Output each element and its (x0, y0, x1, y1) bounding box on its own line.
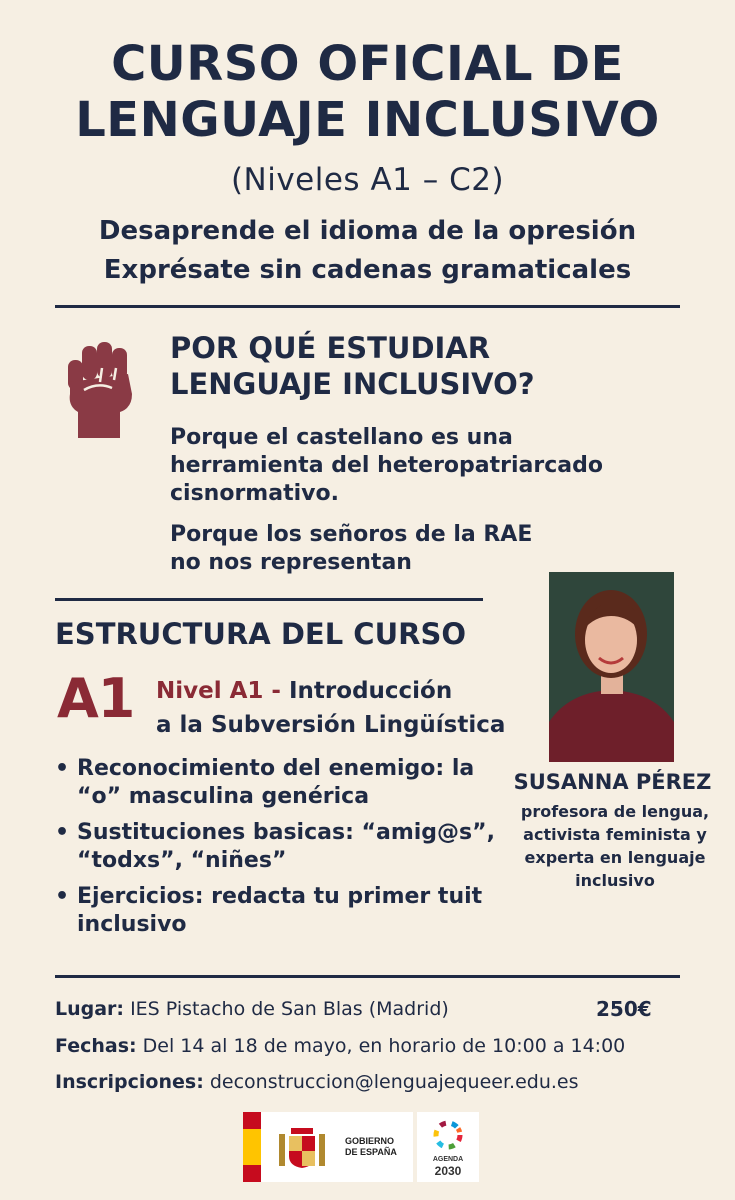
price: 250€ (596, 997, 652, 1021)
signup-label: Inscripciones: (55, 1071, 204, 1093)
dates-value: Del 14 al 18 de mayo, en horario de 10:00 a 14:00 (142, 1035, 626, 1057)
teacher-description (505, 800, 725, 892)
structure-heading: ESTRUCTURA DEL CURSO (55, 617, 466, 651)
gobierno-de-espana-logo (243, 1112, 413, 1182)
agenda-year: 2030 (434, 1164, 462, 1178)
bullet-dot: • (55, 884, 70, 909)
level-title-part-1: Introducción (289, 678, 453, 704)
dates-label: Fechas: (55, 1035, 137, 1057)
bullet-dot: • (55, 756, 70, 781)
why-reason-1: Porque el castellano es una herramienta del heteropatriarcado cisnormativo. (170, 425, 603, 506)
divider-top (55, 305, 680, 308)
teacher-photo (549, 572, 674, 762)
level-title-line-2: a la Subversión Lingüística (156, 712, 506, 738)
level-label: Nivel A1 - (156, 678, 281, 704)
list-item-text: Reconocimiento del enemigo: la “o” masculina genérica (77, 756, 475, 809)
sdg-wheel-icon (433, 1120, 463, 1150)
list-item-text: Sustituciones basicas: “amig@s”, “todxs”, “niñes” (77, 820, 495, 873)
gobierno-line-2: DE ESPAÑA (345, 1147, 397, 1157)
coat-of-arms-icon (277, 1122, 327, 1172)
tagline-2: Exprésate sin cadenas gramaticales (103, 255, 632, 285)
title-line-2: LENGUAJE INCLUSIVO (75, 92, 660, 148)
level-code: A1 (57, 667, 135, 730)
teacher-portrait-illustration (549, 572, 674, 762)
list-item (55, 819, 525, 875)
signup-email-link[interactable]: deconstruccion@lenguajequeer.edu.es (209, 1071, 579, 1093)
divider-bottom (55, 975, 680, 978)
list-item-text: Ejercicios: redacta tu primer tuit inclusivo (77, 884, 483, 937)
why-heading-2: LENGUAJE INCLUSIVO? (170, 367, 535, 401)
agenda-label: AGENDA (432, 1156, 464, 1163)
gobierno-line-1: GOBIERNO (345, 1136, 395, 1146)
bullet-dot: • (55, 820, 70, 845)
agenda-2030-logo (417, 1112, 479, 1182)
gobierno-text (345, 1136, 397, 1158)
levels-subtitle: (Niveles A1 – C2) (230, 162, 505, 198)
place-row (55, 997, 449, 1021)
list-item (55, 755, 525, 811)
why-reason-2: Porque los señoros de la RAE no nos representan (170, 522, 533, 575)
divider-middle (55, 598, 483, 601)
place-label: Lugar: (55, 998, 125, 1020)
place-value: IES Pistacho de San Blas (Madrid) (130, 998, 449, 1020)
list-item (55, 883, 525, 939)
tagline-1: Desaprende el idioma de la opresión (98, 216, 637, 246)
teacher-desc-line: profesora de lengua, (520, 802, 710, 821)
why-heading-1: POR QUÉ ESTUDIAR (170, 331, 491, 365)
title-line-1: CURSO OFICIAL DE (111, 36, 624, 92)
raised-fist-icon (62, 338, 140, 438)
level-title-line-1 (156, 676, 452, 706)
syllabus-list (55, 755, 525, 947)
signup-row (55, 1070, 579, 1094)
spain-flag-icon (243, 1112, 261, 1182)
teacher-name: SUSANNA PÉREZ (513, 770, 712, 794)
teacher-desc-line: activista feminista y (523, 825, 707, 844)
teacher-desc-line: experta en lenguaje (524, 848, 706, 867)
dates-row (55, 1034, 625, 1058)
teacher-desc-line: inclusivo (575, 871, 655, 890)
